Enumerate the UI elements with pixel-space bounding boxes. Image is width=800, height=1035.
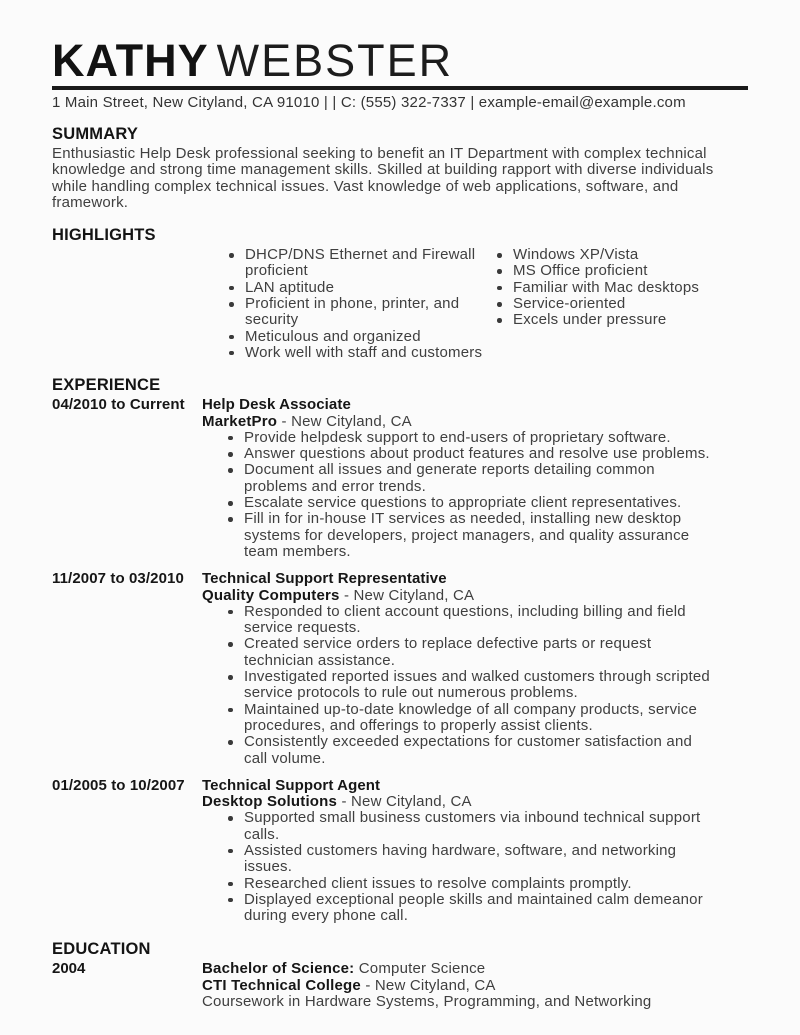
bullet-item: Assisted customers having hardware, software, and networking issues. [225,843,710,876]
job-dates: 11/2007 to 03/2010 [52,570,184,588]
bullet-item: Answer questions about product features and resolve use problems. [225,446,710,462]
bullet-item: Work well with staff and customers [226,345,494,361]
summary-text: Enthusiastic Help Desk professional seeking to benefit an IT Department with complex technical knowledge and strong time management skills. Skilled at building rapport with diverse individuals while handling complex technical issues. Vast knowledge of web applications, software, and framework. [52,145,714,211]
job-entry [52,778,748,925]
degree-name: Bachelor of Science: [202,960,355,978]
bullet-item: Familiar with Mac desktops [494,280,748,296]
bullet-item: Proficient in phone, printer, and security [226,296,494,329]
education-year: 2004 [52,960,86,978]
bullet-item: Document all issues and generate reports detailing common problems and error trends. [225,462,710,495]
bullet-item: Escalate service questions to appropriate client representatives. [225,495,710,511]
summary-heading: SUMMARY [52,125,139,143]
job-company-line [202,588,748,604]
page-title [52,35,748,86]
bullet-item: Displayed exceptional people skills and maintained calm demeanor during every phone call. [225,892,710,925]
job-dates: 04/2010 to Current [52,396,185,414]
job-bullets [202,604,710,767]
bullet-item: Supported small business customers via inbound technical support calls. [225,810,710,843]
bullet-item: Fill in for in-house IT services as needed, installing new desktop systems for developers, project managers, and quality assurance team members. [225,511,710,560]
company-location: - New Cityland, CA [277,412,412,430]
job-bullets [202,430,710,560]
bullet-item: Meticulous and organized [226,329,494,345]
job-company-line [202,414,748,430]
job-entry [52,571,748,767]
bullet-item: DHCP/DNS Ethernet and Firewall proficient [226,247,494,280]
company-name: Quality Computers [202,586,340,604]
bullet-item: MS Office proficient [494,263,748,279]
highlights-column-2 [494,247,748,361]
highlights-columns [52,247,748,361]
bullet-item: Researched client issues to resolve complaints promptly. [225,876,710,892]
education-coursework: Coursework in Hardware Systems, Programming, and Networking [202,993,652,1011]
bullet-item: Investigated reported issues and walked customers through scripted service protocols to rule out numerous problems. [225,669,710,702]
highlights-section [52,226,748,361]
bullet-item: Service-oriented [494,296,748,312]
company-name: Desktop Solutions [202,793,338,811]
experience-section [52,376,748,924]
header-divider [52,86,748,90]
job-details [202,397,748,560]
job-dates: 01/2005 to 10/2007 [52,776,185,794]
bullet-item: Responded to client account questions, including billing and field service requests. [225,604,710,637]
job-title: Technical Support Representative [202,570,447,588]
bullet-item: LAN aptitude [226,280,494,296]
highlights-column-1 [226,247,494,361]
school-name: CTI Technical College [202,976,361,994]
education-details [202,961,651,1010]
job-details [202,571,748,767]
highlights-heading: HIGHLIGHTS [52,226,156,245]
education-school [202,978,651,994]
education-degree [202,961,651,977]
bullet-item: Maintained up-to-date knowledge of all company products, service procedures, and offerings to properly assist clients. [225,702,710,735]
job-entry [52,397,748,560]
job-title: Help Desk Associate [202,396,351,414]
education-section [52,940,748,1010]
bullet-item: Windows XP/Vista [494,247,748,263]
resume-header [52,36,748,111]
degree-field: Computer Science [354,960,486,978]
job-company-line [202,794,748,810]
job-details [202,778,748,925]
name-first: KATHY [52,35,209,86]
bullet-item: Provide helpdesk support to end-users of proprietary software. [225,430,710,446]
company-location: - New Cityland, CA [339,586,475,604]
bullet-item: Created service orders to replace defective parts or request technician assistance. [225,636,710,669]
experience-entries [52,397,748,924]
contact-info: 1 Main Street, New Cityland, CA 91010 | | C: (555) 322-7337 | example-email@example.com [52,94,686,111]
company-name: MarketPro [202,412,278,430]
experience-heading: EXPERIENCE [52,376,161,395]
education-heading: EDUCATION [52,940,151,959]
name-last: WEBSTER [216,35,454,86]
job-bullets [202,810,710,924]
summary-section [52,125,748,211]
company-location: - New Cityland, CA [337,793,472,811]
bullet-item: Excels under pressure [494,312,748,328]
job-title: Technical Support Agent [202,776,381,794]
education-entry [52,961,748,1010]
school-location: - New Cityland, CA [360,976,496,994]
bullet-item: Consistently exceeded expectations for customer satisfaction and call volume. [225,734,710,767]
